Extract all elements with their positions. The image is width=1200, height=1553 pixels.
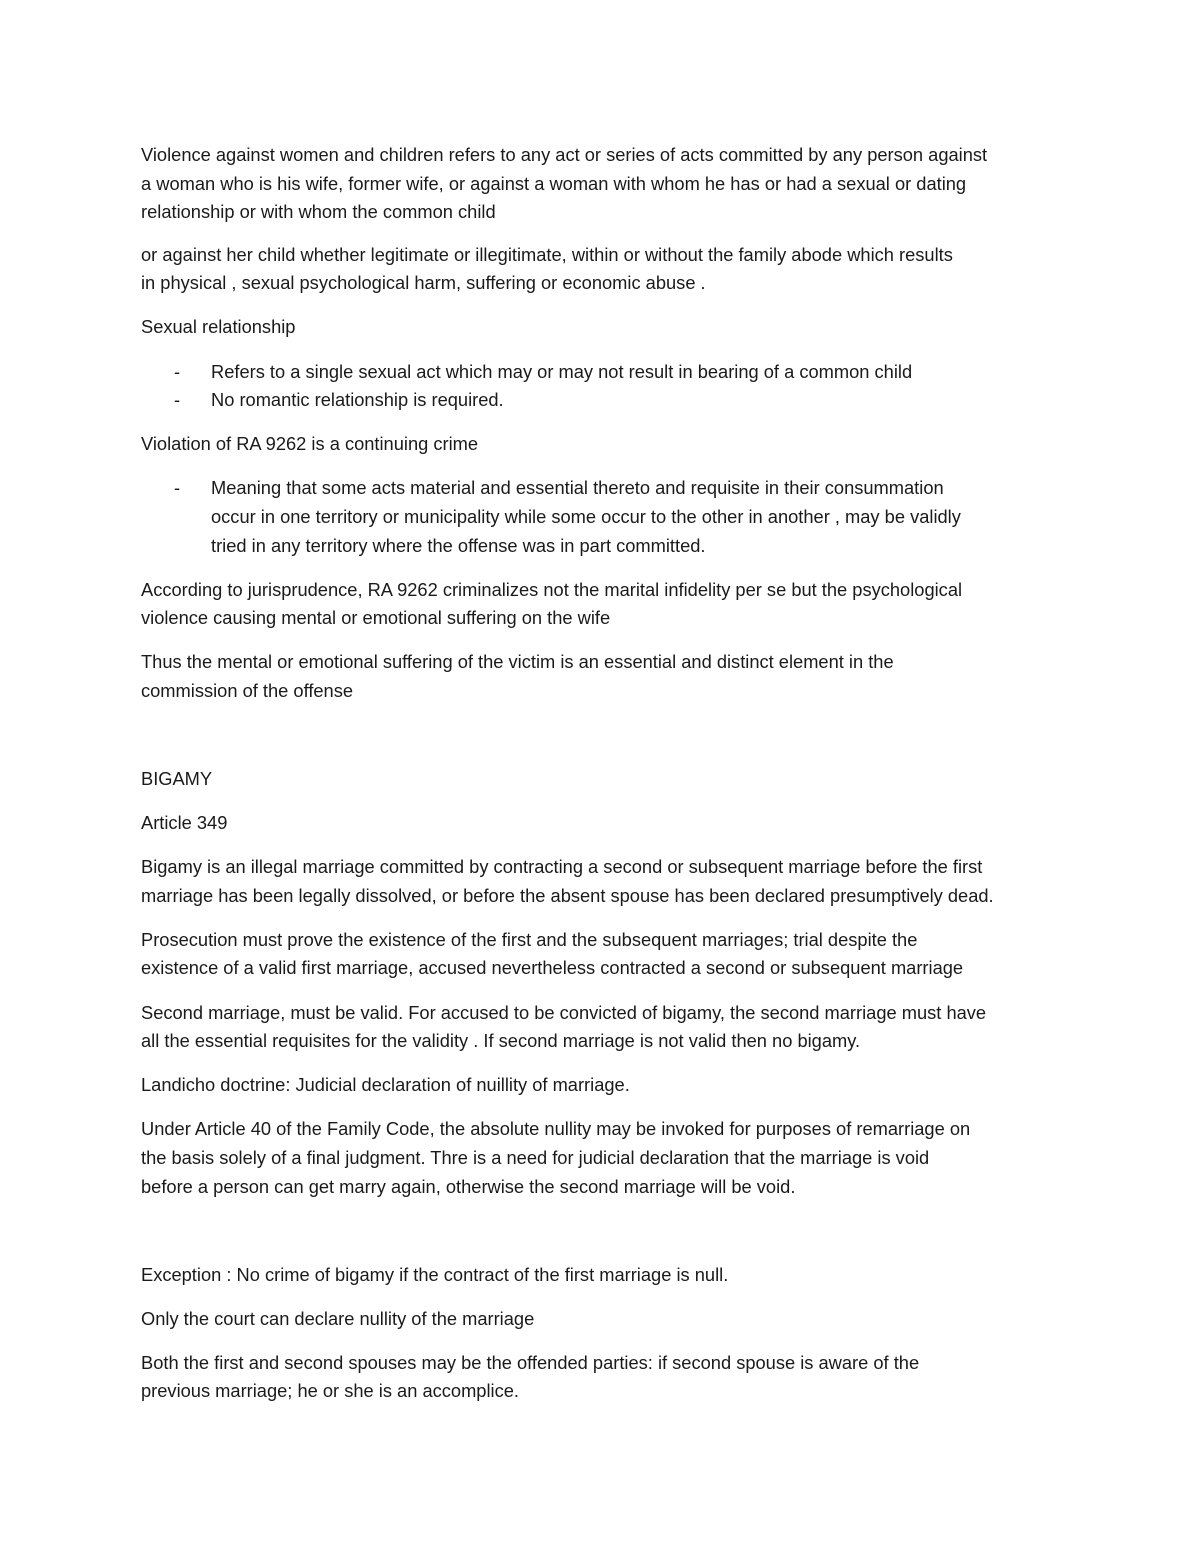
sexual-relationship-heading: Sexual relationship [141, 316, 296, 338]
blank-spacer [141, 721, 1061, 765]
document-body [141, 141, 1061, 1422]
vawc-definition-paragraph [141, 141, 1061, 227]
text-line: a woman who is his wife, former wife, or against a woman with whom he has or had a sexual or dating [141, 172, 967, 194]
blank-spacer [141, 1217, 1061, 1261]
list-item-text: Refers to a single sexual act which may or may not result in bearing of a common child [211, 360, 913, 382]
text-line: all the essential requisites for the validity . If second marriage is not valid then no bigamy. [141, 1030, 861, 1052]
list-item-text: tried in any territory where the offense was in part committed. [211, 534, 706, 556]
bigamy-heading: BIGAMY [141, 768, 213, 789]
text-line: violence causing mental or emotional suffering on the wife [141, 607, 611, 629]
list-item [141, 358, 1061, 387]
text-line: Bigamy is an illegal marriage committed by contracting a second or subsequent marriage before the first [141, 856, 983, 878]
text-line: According to jurisprudence, RA 9262 criminalizes not the marital infidelity per se but the psychological [141, 578, 963, 600]
list-item-text: No romantic relationship is required. [211, 389, 504, 411]
thus-paragraph [141, 648, 1061, 705]
second-marriage-paragraph [141, 999, 1061, 1056]
list-item-text: occur in one territory or municipality while some occur to the other in another , may be validly [211, 505, 961, 527]
text-line: relationship or with whom the common child [141, 201, 496, 223]
text-line: marriage has been legally dissolved, or before the absent spouse has been declared presumptively dead. [141, 884, 994, 906]
text-line: previous marriage; he or she is an accomplice. [141, 1380, 519, 1402]
text-line: commission of the offense [141, 679, 354, 701]
vawc-definition-continued-paragraph [141, 241, 1061, 298]
offended-parties-paragraph [141, 1349, 1061, 1406]
jurisprudence-paragraph [141, 576, 1061, 633]
text-line: Under Article 40 of the Family Code, the absolute nullity may be invoked for purposes of remarriage on [141, 1118, 971, 1140]
text-line: Thus the mental or emotional suffering of the victim is an essential and distinct element in the [141, 651, 894, 673]
text-line: or against her child whether legitimate or illegitimate, within or without the family abode which results [141, 243, 953, 265]
text-line: existence of a valid first marriage, accused nevertheless contracted a second or subsequent marriage [141, 957, 964, 979]
text-line: Violence against women and children refers to any act or series of acts committed by any person against [141, 144, 988, 165]
bullet-dash: - [174, 389, 181, 411]
text-line: Second marriage, must be valid. For accused to be convicted of bigamy, the second marriage must have [141, 1001, 987, 1023]
article-heading: Article 349 [141, 812, 228, 834]
landicho-doctrine-paragraph: Landicho doctrine: Judicial declaration of nuillity of marriage. [141, 1074, 630, 1096]
bullet-dash: - [174, 477, 181, 499]
text-line: in physical , sexual psychological harm, suffering or economic abuse . [141, 272, 706, 294]
exception-paragraph: Exception : No crime of bigamy if the contract of the first marriage is null. [141, 1263, 729, 1285]
list-item [141, 474, 1061, 560]
continuing-crime-list [141, 474, 1061, 560]
only-court-paragraph: Only the court can declare nullity of the marriage [141, 1307, 535, 1329]
text-line: before a person can get marry again, otherwise the second marriage will be void. [141, 1175, 796, 1197]
article-40-paragraph [141, 1115, 1061, 1201]
text-line: Both the first and second spouses may be the offended parties: if second spouse is aware of the [141, 1351, 920, 1373]
bigamy-definition-paragraph [141, 853, 1061, 910]
list-item-text: Meaning that some acts material and essential thereto and requisite in their consummation [211, 477, 944, 499]
list-item [141, 386, 1061, 415]
text-line: Prosecution must prove the existence of the first and the subsequent marriages; trial despite the [141, 928, 918, 950]
text-line: the basis solely of a final judgment. Thre is a need for judicial declaration that the marriage is void [141, 1146, 930, 1168]
continuing-crime-heading: Violation of RA 9262 is a continuing crime [141, 433, 479, 455]
prosecution-paragraph [141, 926, 1061, 983]
bullet-dash: - [174, 360, 181, 382]
sexual-relationship-list [141, 358, 1061, 415]
